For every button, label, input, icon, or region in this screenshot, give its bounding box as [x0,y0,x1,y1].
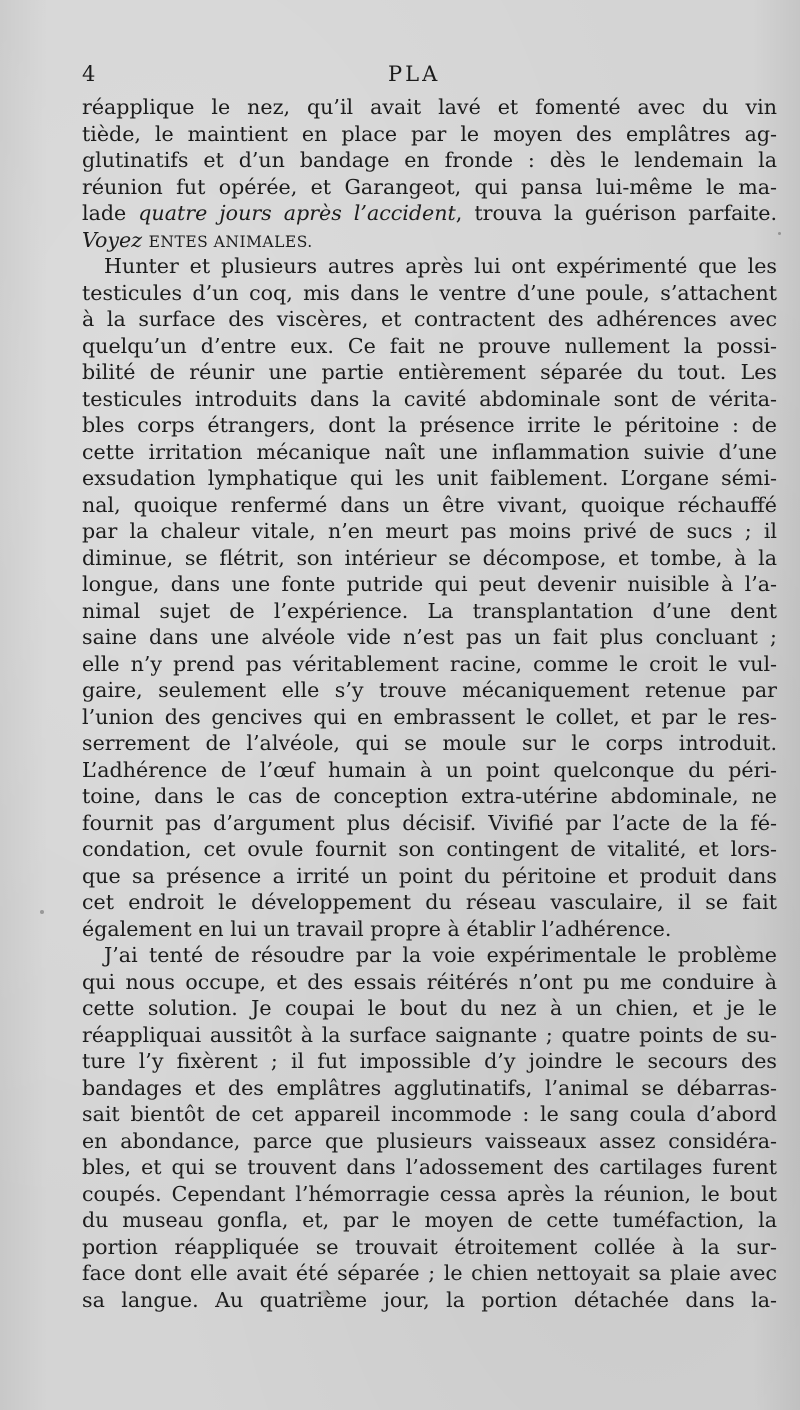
text-line: Hunter et plusieurs autres après lui ont expérimenté que les [104,254,777,278]
cross-reference-target: ENTES ANIMALES. [148,232,313,251]
text-line: bles, et qui se trouvent dans l’adossement des cartilages furent [82,1155,777,1179]
text-line: qui nous occupe, et des essais réitérés n’ont pu me conduire à [82,969,777,994]
text-line: J’ai tenté de résoudre par la voie expérimentale le problème [104,943,777,967]
cross-reference-label: Voyez [82,227,143,252]
text-line: que sa présence a irrité un point du péritoine et produit dans [82,863,777,888]
page-number: 4 [82,62,99,86]
text-line: cette solution. Je coupai le bout du nez à un chien, et je le [82,996,777,1020]
text-line: exsudation lymphatique qui les unit faiblement. L’organe sémi- [82,466,777,490]
text-line: elle n’y prend pas véritablement racine, comme le croit le vul- [82,651,777,676]
cross-reference [82,227,777,254]
text-line: L’adhérence de l’œuf humain à un point quelconque du péri- [82,757,777,782]
text-line: longue, dans une fonte putride qui peut devenir nuisible à l’a- [82,572,777,596]
text-line: testicules introduits dans la cavité abdominale sont de vérita- [82,386,777,411]
text-line: tiède, le maintient en place par le moyen des emplâtres ag- [82,121,777,146]
running-head [82,60,782,94]
text-line: l’union des gencives qui en embrassent le collet, et par le res- [82,704,777,729]
text-line: bles corps étrangers, dont la présence irrite le péritoine : de [82,413,777,437]
text-line: par la chaleur vitale, n’en meurt pas moins privé de sucs ; il [82,519,777,543]
text-line: coupés. Cependant l’hémorragie cessa après la réunion, le bout [82,1181,777,1206]
paper-speck [320,1290,329,1297]
text-line: également en lui un travail propre à établir l’adhérence. [82,916,672,941]
text-line: testicules d’un coq, mis dans le ventre d’une poule, s’attachent [82,280,777,305]
italic-phrase: quatre jours après l’accident [138,201,456,225]
text-fragment: lade [82,201,127,225]
text-line: portion réappliquée se trouvait étroitement collée à la sur- [82,1234,777,1259]
book-page [82,60,782,1312]
text-line: bilité de réunir une partie entièrement séparée du tout. Les [82,360,777,384]
text-fragment: , trouva la guérison parfaite. [455,201,778,225]
text-line: serrement de l’alvéole, qui se moule sur le corps introduit. [82,731,777,755]
text-line: cette irritation mécanique naît une inflammation suivie d’une [82,439,777,464]
text-line: saine dans une alvéole vide n’est pas un fait plus concluant ; [82,625,777,649]
text-line: quelqu’un d’entre eux. Ce fait ne prouve nullement la possi- [82,333,777,358]
text-line: nimal sujet de l’expérience. La transplantation d’une dent [82,598,777,623]
text-line: réunion fut opérée, et Garangeot, qui pansa lui-même le ma- [82,174,777,199]
text-line [82,200,777,227]
text-line: à la surface des viscères, et contractent des adhérences avec [82,307,777,331]
text-line: diminue, se flétrit, son intérieur se décompose, et tombe, à la [82,545,777,570]
paper-speck [40,910,44,914]
text-line: ture l’y fixèrent ; il fut impossible d’y joindre le secours des [82,1049,777,1073]
text-line: face dont elle avait été séparée ; le chien nettoyait sa plaie avec [82,1261,777,1285]
text-line: toine, dans le cas de conception extra-utérine abdominale, ne [82,784,777,808]
running-head-title: PLA [388,62,441,86]
text-line: glutinatifs et d’un bandage en fronde : dès le lendemain la [82,148,777,172]
text-line: bandages et des emplâtres agglutinatifs, l’animal se débarras- [82,1075,777,1100]
text-line: sa langue. Au quatrième jour, la portion détachée dans la- [82,1287,777,1312]
paper-speck [778,232,781,235]
body-text [82,94,777,1313]
text-line: en abondance, parce que plusieurs vaisseaux assez considéra- [82,1128,777,1153]
text-line: du museau gonfla, et, par le moyen de cette tuméfaction, la [82,1208,777,1232]
text-line: réapplique le nez, qu’il avait lavé et fomenté avec du vin [82,95,777,119]
text-line: nal, quoique renfermé dans un être vivant, quoique réchauffé [82,492,777,517]
text-line: réappliquai aussitôt à la surface saignante ; quatre points de su- [82,1022,777,1047]
text-line: cet endroit le développement du réseau vasculaire, il se fait [82,890,777,914]
text-line: gaire, seulement elle s’y trouve mécaniquement retenue par [82,678,777,702]
text-line: fournit pas d’argument plus décisif. Vivifié par l’acte de la fé- [82,810,777,835]
text-line: condation, cet ovule fournit son contingent de vitalité, et lors- [82,837,777,861]
text-line: sait bientôt de cet appareil incommode : le sang coula d’abord [82,1102,777,1126]
